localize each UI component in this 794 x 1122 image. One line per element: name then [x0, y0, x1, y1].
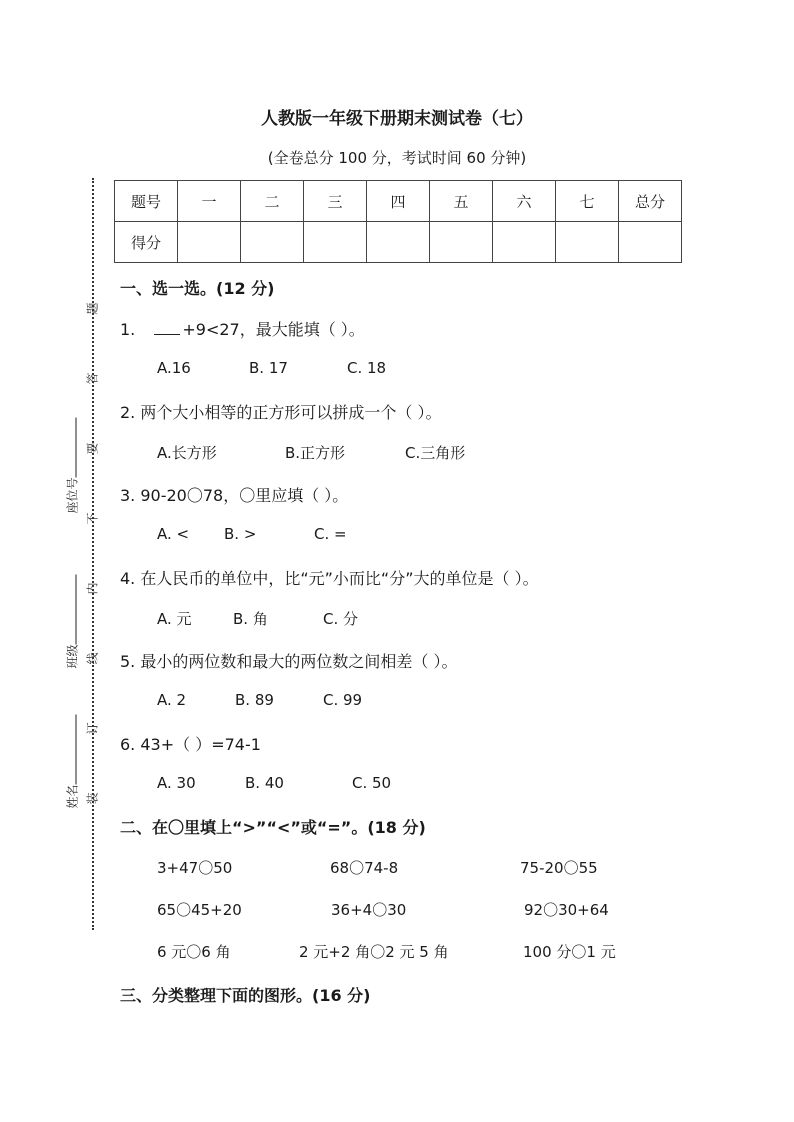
option-a[interactable]: A. 元	[157, 610, 192, 628]
question-3-options	[157, 525, 347, 543]
question-2: 2. 两个大小相等的正方形可以拼成一个（ ）。	[120, 403, 442, 422]
comparison-item[interactable]: 36+4〇30	[331, 901, 407, 919]
class-label: 班级	[65, 644, 80, 669]
question-1-number: 1.	[120, 320, 136, 339]
option-b[interactable]: B. 角	[233, 610, 268, 628]
question-5: 5. 最小的两位数和最大的两位数之间相差（ ）。	[120, 652, 458, 671]
question-4-options	[157, 608, 358, 629]
score-input-cell[interactable]	[556, 222, 619, 263]
option-a[interactable]: A.长方形	[157, 444, 217, 462]
score-cell: 总分	[619, 181, 682, 222]
question-1	[120, 317, 365, 340]
question-2-options	[157, 442, 465, 463]
score-cell: 一	[178, 181, 241, 222]
binding-word: 订	[85, 722, 100, 735]
option-a[interactable]: A. 2	[157, 691, 187, 709]
score-table	[114, 180, 682, 263]
option-c[interactable]: C. 分	[323, 610, 359, 628]
score-cell: 七	[556, 181, 619, 222]
option-a[interactable]: A.16	[157, 359, 191, 377]
binding-word: 线	[85, 652, 100, 665]
comparison-item[interactable]: 65〇45+20	[157, 901, 242, 919]
binding-word: 要	[85, 442, 100, 455]
score-label-cell: 得分	[115, 222, 178, 263]
seat-number-blank[interactable]	[74, 417, 77, 477]
question-3: 3. 90-20〇78，〇里应填（ ）。	[120, 486, 349, 505]
question-6: 6. 43+（ ）=74-1	[120, 735, 261, 754]
binding-word: 答	[85, 372, 100, 385]
class-blank[interactable]	[74, 574, 77, 644]
score-cell: 题号	[115, 181, 178, 222]
comparison-item[interactable]: 75-20〇55	[520, 859, 598, 877]
section-3-title: 三、分类整理下面的图形。(16 分)	[120, 986, 371, 1005]
option-a[interactable]: A. <	[157, 525, 190, 543]
binding-word: 装	[85, 792, 100, 805]
comparison-item[interactable]: 6 元〇6 角	[157, 943, 231, 961]
page-subtitle: (全卷总分 100 分，考试时间 60 分钟)	[267, 149, 527, 167]
score-input-cell[interactable]	[178, 222, 241, 263]
question-4: 4. 在人民币的单位中，比“元”小而比“分”大的单位是（ ）。	[120, 569, 539, 588]
comparison-item[interactable]: 2 元+2 角〇2 元 5 角	[299, 943, 449, 961]
option-c[interactable]: C.三角形	[405, 444, 466, 462]
option-c[interactable]: C. 99	[323, 691, 363, 709]
option-c[interactable]: C. =	[314, 525, 347, 543]
option-a[interactable]: A. 30	[157, 774, 196, 792]
class-field[interactable]	[64, 569, 81, 669]
binding-word: 内	[85, 582, 100, 595]
score-cell: 三	[304, 181, 367, 222]
score-input-cell[interactable]	[241, 222, 304, 263]
comparison-item[interactable]: 3+47〇50	[157, 859, 233, 877]
binding-word: 题	[85, 302, 100, 315]
score-table-score-row	[115, 222, 682, 263]
score-cell: 五	[430, 181, 493, 222]
score-cell: 二	[241, 181, 304, 222]
comparison-item[interactable]: 92〇30+64	[524, 901, 609, 919]
score-input-cell[interactable]	[619, 222, 682, 263]
score-cell: 四	[367, 181, 430, 222]
score-input-cell[interactable]	[430, 222, 493, 263]
seat-number-label: 座位号	[65, 477, 80, 514]
section-2-title: 二、在〇里填上“>”“<”或“=”。(18 分)	[120, 818, 426, 837]
page-title: 人教版一年级下册期末测试卷（七）	[261, 109, 533, 129]
option-c[interactable]: C. 50	[352, 774, 392, 792]
question-1-text: +9<27，最大能填（ ）。	[182, 320, 365, 339]
comparison-item[interactable]: 68〇74-8	[330, 859, 399, 877]
score-input-cell[interactable]	[367, 222, 430, 263]
option-b[interactable]: B. >	[224, 525, 257, 543]
question-6-options	[157, 774, 391, 792]
name-label: 姓名	[65, 784, 80, 809]
option-b[interactable]: B.正方形	[285, 444, 346, 462]
score-input-cell[interactable]	[304, 222, 367, 263]
section-1-title: 一、选一选。(12 分)	[120, 279, 275, 298]
option-b[interactable]: B. 40	[245, 774, 284, 792]
option-b[interactable]: B. 17	[249, 359, 288, 377]
answer-blank[interactable]	[154, 322, 180, 335]
option-c[interactable]: C. 18	[347, 359, 387, 377]
option-b[interactable]: B. 89	[235, 691, 274, 709]
binding-dotted-line	[92, 178, 94, 930]
question-1-options	[157, 359, 386, 377]
question-5-options	[157, 691, 362, 709]
score-table-header-row	[115, 181, 682, 222]
binding-word: 不	[85, 512, 100, 525]
name-field[interactable]	[64, 709, 81, 809]
name-blank[interactable]	[74, 714, 77, 784]
score-input-cell[interactable]	[493, 222, 556, 263]
comparison-item[interactable]: 100 分〇1 元	[523, 943, 616, 961]
score-cell: 六	[493, 181, 556, 222]
seat-number-field[interactable]	[64, 414, 81, 514]
